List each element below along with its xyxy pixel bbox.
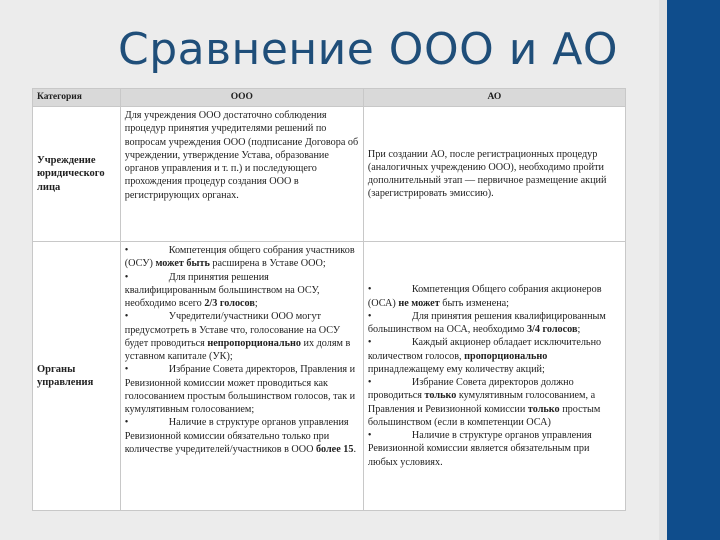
item-text: их долям в уставном капитале (УК); xyxy=(124,337,351,362)
item-text: принадлежащему ему количеству акций; xyxy=(367,363,545,375)
cell-ao-establishment: При создании АО, после регистрационных процедур (аналогичных учреждению ООО), необходимо пройти дополнительный этап — первичное размещение акций (зарегистрировать эмиссию). xyxy=(363,107,625,242)
bullet-marker: • xyxy=(124,271,129,283)
bullet-marker: • xyxy=(367,337,372,349)
item-text: Для принятия решения квалифицированным большинством на ОСА, необходимо xyxy=(367,310,606,335)
item-emphasis: более 15 xyxy=(316,443,354,455)
category-governance: Органы управления xyxy=(33,242,121,511)
cell-ao-governance xyxy=(363,242,625,511)
ao-bullet-item xyxy=(368,376,621,429)
table-header-row xyxy=(33,89,626,107)
item-text: Избрание Совета директоров, Правления и Ревизионной комиссии может проводиться как голосованием простым большинством голосов, так и кумулятивным голосованием; xyxy=(124,364,356,415)
item-text: простым большинством (если в компетенции ОСА) xyxy=(367,403,601,428)
cell-ooo-governance xyxy=(120,242,363,511)
side-strip-decoration xyxy=(659,0,667,540)
ooo-bullet-item xyxy=(125,271,359,311)
item-text: расширена в Уставе ООО; xyxy=(209,258,326,270)
item-text: Избрание Совета директоров должно проводиться xyxy=(367,377,574,402)
bullet-marker: • xyxy=(124,311,129,323)
bullet-marker: • xyxy=(367,310,372,322)
ooo-bullet-item xyxy=(125,363,359,416)
header-ooo: ООО xyxy=(120,89,363,107)
item-text: быть изменена; xyxy=(439,297,510,309)
ooo-bullet-item xyxy=(125,416,359,456)
item-emphasis: может быть xyxy=(155,258,210,270)
bullet-marker: • xyxy=(124,245,129,256)
side-bar-decoration xyxy=(667,0,720,540)
bullet-marker: • xyxy=(367,377,372,388)
ooo-bullet-item xyxy=(125,310,359,363)
comparison-table-container xyxy=(32,88,626,511)
bullet-marker: • xyxy=(367,284,372,296)
bullet-marker: • xyxy=(124,417,129,429)
item-text: Учредители/участники ООО могут предусмотреть в Уставе что, голосование на ОСУ будет проводиться xyxy=(124,311,341,349)
item-text: Компетенция общего собрания участников (ОСУ) xyxy=(124,245,355,270)
ooo-bullet-item xyxy=(125,244,359,271)
category-establishment: Учреждение юридического лица xyxy=(33,107,121,242)
item-emphasis: только xyxy=(527,403,560,415)
slide-title: Сравнение ООО и АО xyxy=(118,24,619,75)
ao-governance-list xyxy=(368,283,621,469)
item-emphasis: 2/3 голосов xyxy=(204,298,255,309)
item-text: Каждый акционер обладает исключительно количеством голосов, xyxy=(367,337,602,362)
ao-bullet-item xyxy=(368,336,621,376)
ao-bullet-item xyxy=(368,310,621,337)
item-text: ; xyxy=(577,324,581,335)
header-ao: АО xyxy=(363,89,625,107)
ao-bullet-item xyxy=(368,283,621,310)
table-row-establishment xyxy=(33,107,626,242)
item-emphasis: пропорционально xyxy=(464,350,548,362)
item-text: кумулятивным голосованием, а Правления и Ревизионной комиссии xyxy=(367,390,596,415)
header-category: Категория xyxy=(33,89,121,107)
item-emphasis: не может xyxy=(398,297,440,309)
cell-ooo-establishment: Для учреждения ООО достаточно соблюдения процедур принятия учредителями решений по вопросам учреждения ООО (подписание Договора об учреждении, утверждение Устава, образование органов управления и т. п.) и последующего прохождения процедур создания ООО в регистрирующих органах. xyxy=(120,107,363,242)
item-text: . xyxy=(353,443,357,455)
bullet-marker: • xyxy=(124,364,129,376)
item-text: Наличие в структуре органов управления Ревизионной комиссии является обязательным при любых условиях. xyxy=(367,430,592,468)
item-text: Для принятия решения квалифицированным большинством на ОСУ, необходимо всего xyxy=(124,271,320,309)
item-text: Наличие в структуре органов управления Ревизионной комиссии обязательно только при количестве учредителей/участников в ООО xyxy=(124,417,349,455)
item-emphasis: 3/4 голосов xyxy=(526,324,578,335)
item-emphasis: непропорционально xyxy=(207,337,301,349)
comparison-table xyxy=(32,88,626,511)
item-emphasis: только xyxy=(424,390,457,402)
item-text: Компетенция Общего собрания акционеров (ОСА) xyxy=(367,284,602,309)
bullet-marker: • xyxy=(367,430,372,441)
ao-bullet-item xyxy=(368,429,621,469)
item-text: ; xyxy=(254,298,258,309)
table-row-governance xyxy=(33,242,626,511)
ooo-governance-list xyxy=(125,244,359,456)
